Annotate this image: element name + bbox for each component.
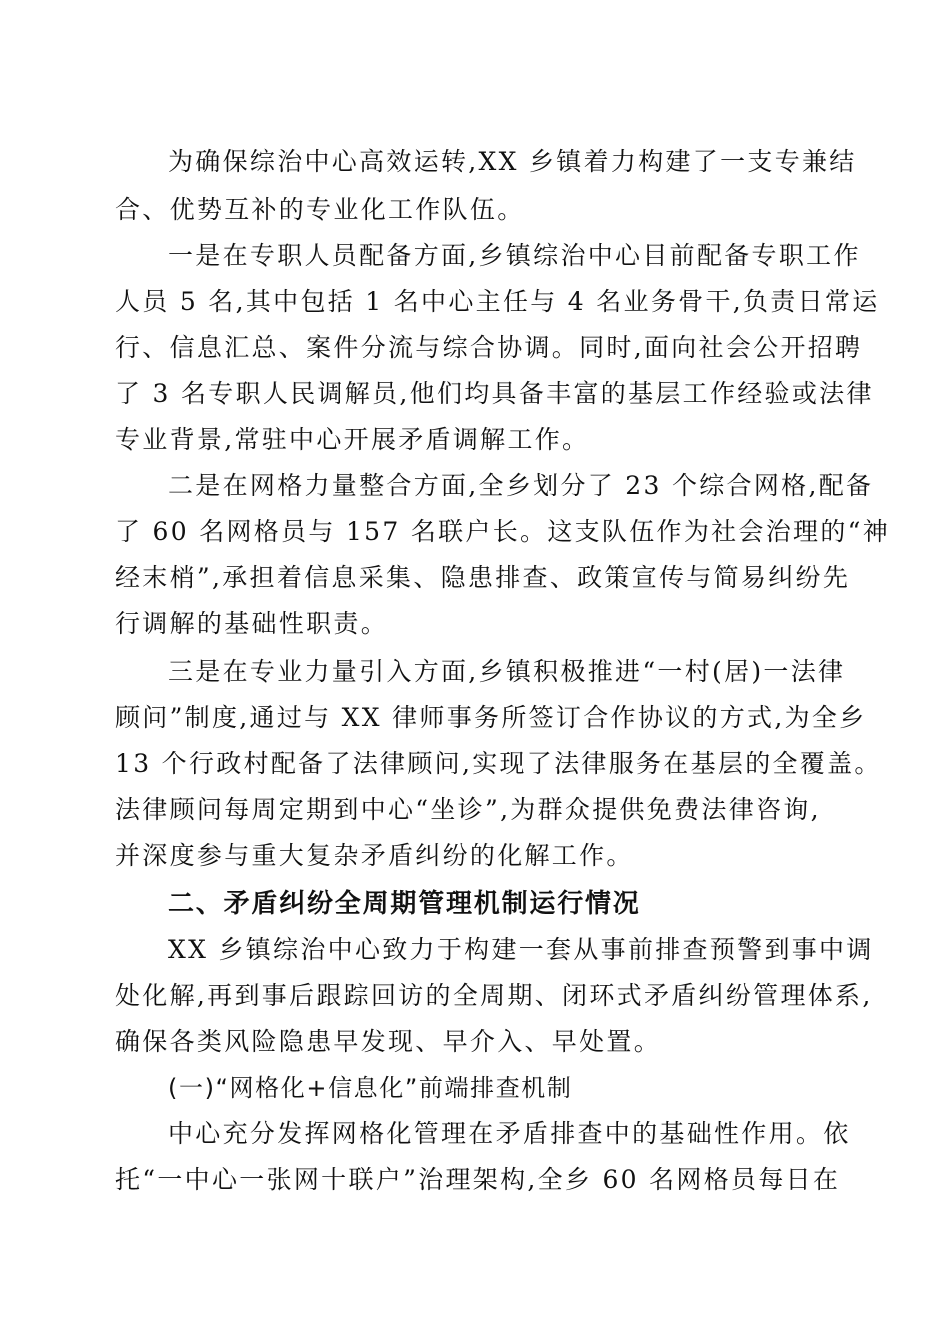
paragraph-4-line-4: 法律顾问每周定期到中心“坐诊”,为群众提供免费法律咨询, [115,795,821,824]
paragraph-2-line-5: 专业背景,常驻中心开展矛盾调解工作。 [115,425,590,454]
paragraph-3-line-4: 行调解的基础性职责。 [115,609,389,638]
paragraph-5-line-3: 确保各类风险隐患早发现、早介入、早处置。 [115,1027,662,1056]
paragraph-6-line-1: 中心充分发挥网格化管理在矛盾排查中的基础性作用。依 [168,1119,851,1148]
paragraph-2-line-4: 了 3 名专职人民调解员,他们均具备丰富的基层工作经验或法律 [115,379,874,408]
subsection-heading: (一)“网格化+信息化”前端排查机制 [168,1074,573,1102]
paragraph-5-line-2: 处化解,再到事后跟踪回访的全周期、闭环式矛盾纠纷管理体系, [115,981,873,1010]
paragraph-5-line-1: XX 乡镇综治中心致力于构建一套从事前排查预警到事中调 [168,935,874,964]
paragraph-4-line-2: 顾问”制度,通过与 XX 律师事务所签订合作协议的方式,为全乡 [115,703,867,732]
paragraph-2-line-3: 行、信息汇总、案件分流与综合协调。同时,面向社会公开招聘 [115,333,863,362]
paragraph-4-line-3: 13 个行政村配备了法律顾问,实现了法律服务在基层的全覆盖。 [115,749,882,778]
paragraph-3-line-1: 二是在网格力量整合方面,全乡划分了 23 个综合网格,配备 [168,471,874,500]
paragraph-6-line-2: 托“一中心一张网十联户”治理架构,全乡 60 名网格员每日在 [115,1165,841,1194]
paragraph-4-line-1: 三是在专业力量引入方面,乡镇积极推进“一村(居)一法律 [168,657,846,686]
section-heading: 二、矛盾纠纷全周期管理机制运行情况 [168,889,641,919]
paragraph-4-line-5: 并深度参与重大复杂矛盾纠纷的化解工作。 [115,841,634,870]
paragraph-3-line-2: 了 60 名网格员与 157 名联户长。这支队伍作为社会治理的“神 [115,517,890,546]
paragraph-1-line-2: 合、优势互补的专业化工作队伍。 [115,195,525,224]
paragraph-3-line-3: 经末梢”,承担着信息采集、隐患排查、政策宣传与简易纠纷先 [115,563,851,592]
paragraph-2-line-1: 一是在专职人员配备方面,乡镇综治中心目前配备专职工作 [168,241,861,270]
paragraph-1-line-1: 为确保综治中心高效运转,XX 乡镇着力构建了一支专兼结 [168,147,857,176]
paragraph-2-line-2: 人员 5 名,其中包括 1 名中心主任与 4 名业务骨干,负责日常运 [115,287,880,316]
